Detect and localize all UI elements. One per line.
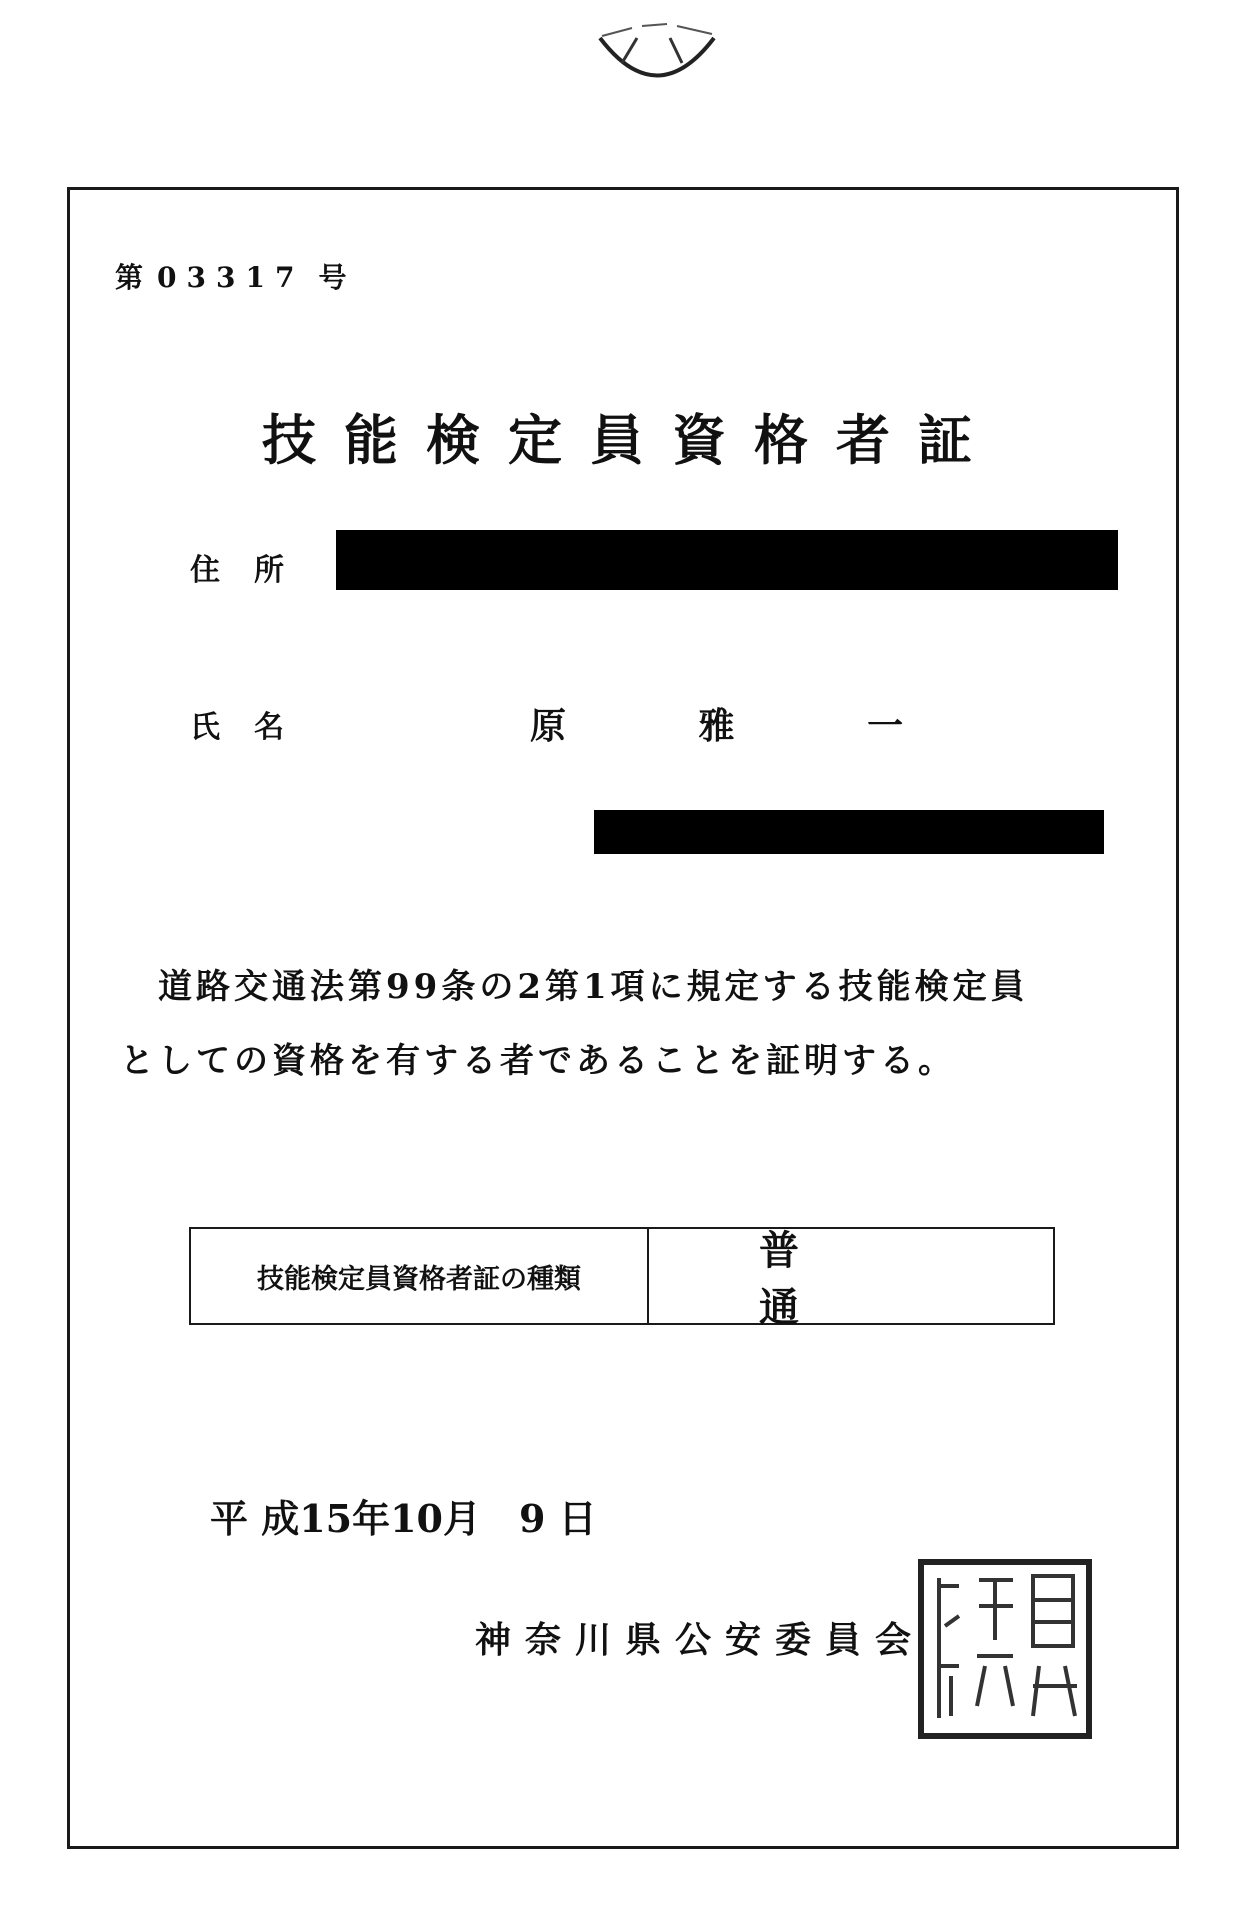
number-prefix: 第 bbox=[115, 261, 144, 294]
issue-date: 平 成15年10月 9 日 bbox=[210, 1496, 597, 1541]
document-title: 技能検定員資格者証 bbox=[262, 408, 1000, 472]
certificate-number bbox=[115, 256, 346, 296]
issuing-authority: 神奈川県公安委員会 bbox=[475, 1619, 926, 1661]
name-label: 氏名 bbox=[190, 710, 318, 745]
holder-name: 原 雅 一 bbox=[530, 705, 904, 747]
certificate-type-table bbox=[189, 1227, 1055, 1331]
type-value-cell: 普通 bbox=[759, 1227, 909, 1331]
address-label: 住所 bbox=[190, 553, 318, 588]
birthdate-redaction bbox=[594, 810, 1104, 854]
number-suffix: 号 bbox=[318, 261, 347, 294]
statement-line-1: 道路交通法第99条の2第1項に規定する技能検定員 bbox=[158, 967, 1029, 1007]
certification-statement bbox=[120, 950, 1130, 1098]
statement-line-2: としての資格を有する者であることを証明する。 bbox=[120, 1041, 956, 1081]
number-digits: 03317 bbox=[157, 261, 305, 294]
hole-punch-mark bbox=[592, 18, 722, 98]
type-label-cell: 技能検定員資格者証の種類 bbox=[191, 1229, 649, 1323]
address-redaction bbox=[336, 530, 1118, 590]
official-seal bbox=[915, 1556, 1095, 1742]
